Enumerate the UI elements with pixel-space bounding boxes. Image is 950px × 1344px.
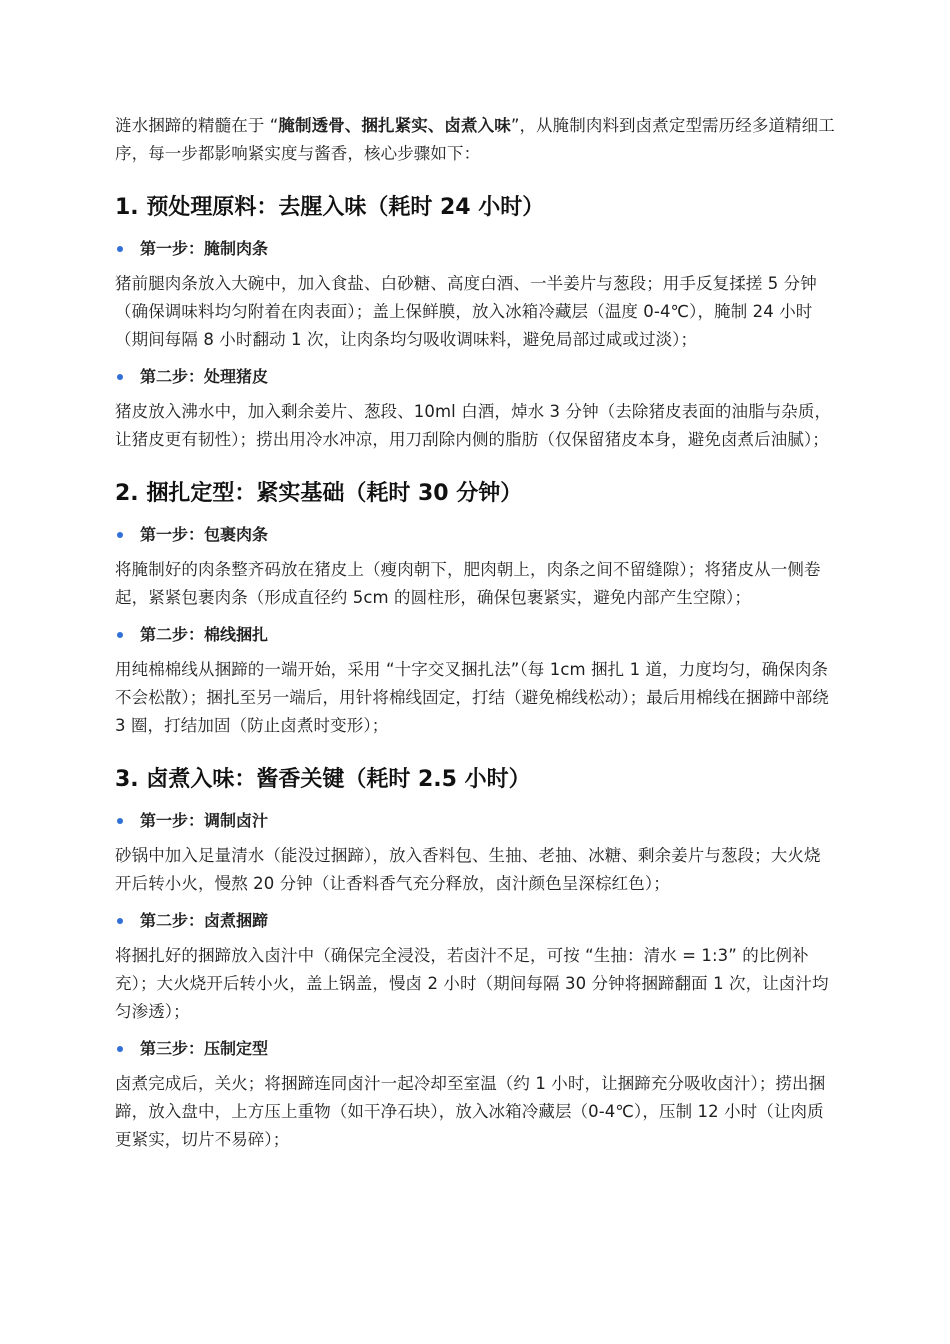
section-2-title: 2. 捆扎定型：紧实基础（耗时 30 分钟） <box>115 481 523 506</box>
section-1-step-1-heading <box>115 236 837 262</box>
section-2-step-1-heading <box>115 522 837 548</box>
section-1-step-2-body: 猪皮放入沸水中，加入剩余姜片、葱段、10ml 白酒，焯水 3 分钟（去除猪皮表面的油脂与杂质，让猪皮更有韧性）；捞出用冷水冲凉，用刀刮除内侧的脂肪（仅保留猪皮本身，避免卤煮后油腻）； <box>115 402 832 449</box>
intro-pre: 涟水捆蹄的精髓在于 “ <box>115 116 279 135</box>
step-heading-text: 第二步：卤煮捆蹄 <box>140 911 269 930</box>
intro-paragraph <box>115 112 837 168</box>
section-3-step-3-body: 卤煮完成后，关火；将捆蹄连同卤汁一起冷却至室温（约 1 小时，让捆蹄充分吸收卤汁）；捞出捆蹄，放入盘中，上方压上重物（如干净石块），放入冰箱冷藏层（0-4℃），压制 12 小时（让肉质更紧实，切片不易碎）； <box>115 1074 826 1149</box>
intro-post: ”，从腌制肉料到卤煮定型需历经多道精细工序，每一步都影响紧实度与酱香，核心步骤如下： <box>115 116 835 163</box>
step-heading-text: 第一步：调制卤汁 <box>140 811 269 830</box>
step-heading-text: 第三步：压制定型 <box>140 1039 269 1058</box>
section-2-step-2-body: 用纯棉棉线从捆蹄的一端开始，采用 “十字交叉捆扎法”（每 1cm 捆扎 1 道，力度均匀，确保肉条不会松散）；捆扎至另一端后，用针将棉线固定，打结（避免棉线松动）；最后用棉线在捆蹄中部绕 3 圈，打结加固（防止卤煮时变形）； <box>115 660 829 735</box>
bullet-icon <box>117 532 123 538</box>
bullet-icon <box>117 818 123 824</box>
bullet-icon <box>117 918 123 924</box>
bullet-icon <box>117 632 123 638</box>
step-heading-text: 第二步：棉线捆扎 <box>140 625 269 644</box>
bullet-icon <box>117 374 123 380</box>
section-1-step-1-body: 猪前腿肉条放入大碗中，加入食盐、白砂糖、高度白酒、一半姜片与葱段；用手反复揉搓 5 分钟（确保调味料均匀附着在肉表面）；盖上保鲜膜，放入冰箱冷藏层（温度 0-4℃），腌制 24 小时（期间每隔 8 小时翻动 1 次，让肉条均匀吸收调味料，避免局部过咸或过淡）； <box>115 274 817 349</box>
bullet-icon <box>117 1046 123 1052</box>
bullet-icon <box>117 246 123 252</box>
section-3-step-2-body: 将捆扎好的捆蹄放入卤汁中（确保完全浸没，若卤汁不足，可按 “生抽：清水 = 1:3” 的比例补充）；大火烧开后转小火，盖上锅盖，慢卤 2 小时（期间每隔 30 分钟将捆蹄翻面 1 次，让卤汁均匀渗透）； <box>115 946 829 1021</box>
step-heading-text: 第一步：包裹肉条 <box>140 525 269 544</box>
section-3-title: 3. 卤煮入味：酱香关键（耗时 2.5 小时） <box>115 767 531 792</box>
section-3-step-1-body: 砂锅中加入足量清水（能没过捆蹄），放入香料包、生抽、老抽、冰糖、剩余姜片与葱段；大火烧开后转小火，慢熬 20 分钟（让香料香气充分释放，卤汁颜色呈深棕红色）； <box>115 846 821 893</box>
step-heading-text: 第一步：腌制肉条 <box>140 239 269 258</box>
section-3-step-3-heading <box>115 1036 837 1062</box>
section-1-title: 1. 预处理原料：去腥入味（耗时 24 小时） <box>115 195 545 220</box>
intro-bold: 腌制透骨、捆扎紧实、卤煮入味 <box>278 116 511 135</box>
section-2-step-1-body: 将腌制好的肉条整齐码放在猪皮上（瘦肉朝下，肥肉朝上，肉条之间不留缝隙）；将猪皮从一侧卷起，紧紧包裹肉条（形成直径约 5cm 的圆柱形，确保包裹紧实，避免内部产生空隙）； <box>115 560 821 607</box>
step-heading-text: 第二步：处理猪皮 <box>140 367 269 386</box>
section-3-step-2-heading <box>115 908 837 934</box>
section-3-step-1-heading <box>115 808 837 834</box>
document-page <box>115 112 837 1164</box>
section-2-step-2-heading <box>115 622 837 648</box>
section-1-step-2-heading <box>115 364 837 390</box>
